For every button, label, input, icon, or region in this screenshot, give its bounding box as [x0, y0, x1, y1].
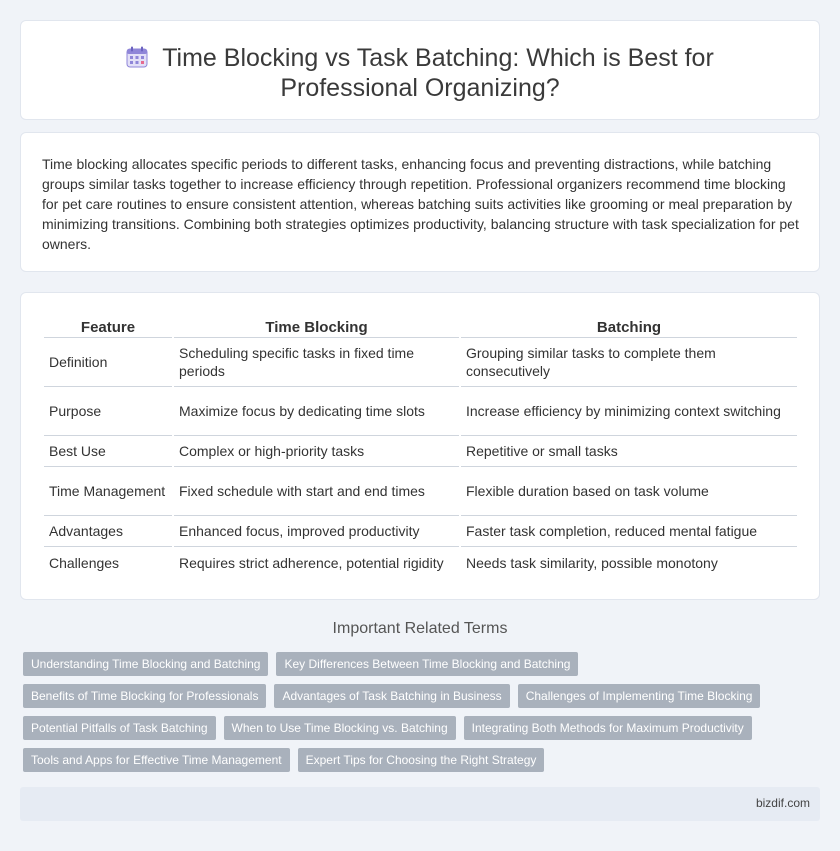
related-term-tag[interactable]: Expert Tips for Choosing the Right Strategy [298, 748, 545, 772]
table-row [44, 467, 797, 516]
row-feature: Best Use [44, 436, 172, 467]
row-feature: Purpose [44, 387, 172, 436]
footer [20, 787, 820, 821]
row-batching: Grouping similar tasks to complete them consecutively [461, 338, 797, 387]
related-term-tag[interactable]: Key Differences Between Time Blocking and Batching [276, 652, 578, 676]
header-feature: Feature [44, 314, 172, 338]
related-term-tag[interactable]: Benefits of Time Blocking for Professionals [23, 684, 266, 708]
row-time-blocking: Enhanced focus, improved productivity [174, 516, 459, 547]
page-title-wrap [21, 43, 819, 103]
row-feature: Challenges [49, 554, 120, 571]
row-batching: Needs task similarity, possible monotony [466, 554, 718, 571]
intro-card [20, 132, 820, 272]
row-batching: Flexible duration based on task volume [461, 467, 797, 516]
table-row [44, 547, 797, 578]
related-terms-heading: Important Related Terms [332, 620, 508, 637]
related-term-tag[interactable]: Understanding Time Blocking and Batching [23, 652, 268, 676]
related-term-tag[interactable]: Integrating Both Methods for Maximum Productivity [464, 716, 752, 740]
row-time-blocking: Fixed schedule with start and end times [174, 467, 459, 516]
table-header-row [44, 314, 797, 338]
related-term-tag[interactable]: Advantages of Task Batching in Business [274, 684, 509, 708]
related-term-tag[interactable]: Potential Pitfalls of Task Batching [23, 716, 216, 740]
row-time-blocking: Requires strict adherence, potential rigidity [179, 554, 444, 571]
related-term-tag[interactable]: Challenges of Implementing Time Blocking [518, 684, 761, 708]
table-row [44, 387, 797, 436]
header-time-blocking: Time Blocking [174, 314, 459, 338]
header-batching: Batching [461, 314, 797, 338]
table-row [44, 516, 797, 547]
related-term-tag[interactable]: Tools and Apps for Effective Time Management [23, 748, 290, 772]
related-terms-list [23, 652, 803, 780]
row-time-blocking: Complex or high-priority tasks [174, 436, 459, 467]
table-row [44, 436, 797, 467]
row-feature: Definition [44, 338, 172, 387]
intro-paragraph: Time blocking allocates specific periods to different tasks, enhancing focus and preventing distractions, while batching groups similar tasks together to increase efficiency through repetition. Professional organizers recommend time blocking for pet care routines to ensure consistent attention, whereas batching suits activities like grooming or meal preparation by minimizing transitions. Combining both strategies optimizes productivity, balancing structure with task specialization for pet owners. [42, 156, 799, 252]
related-term-tag[interactable]: When to Use Time Blocking vs. Batching [224, 716, 456, 740]
comparison-card [20, 292, 820, 600]
row-batching: Increase efficiency by minimizing context switching [461, 387, 797, 436]
row-time-blocking: Scheduling specific tasks in fixed time periods [174, 338, 459, 387]
row-time-blocking: Maximize focus by dedicating time slots [174, 387, 459, 436]
table-row [44, 338, 797, 387]
calendar-icon [126, 46, 148, 68]
footer-site-link[interactable]: bizdif.com [755, 796, 810, 810]
row-batching: Faster task completion, reduced mental fatigue [461, 516, 797, 547]
comparison-table [42, 314, 799, 578]
page-title: Time Blocking vs Task Batching: Which is Best for Professional Organizing? [162, 44, 714, 102]
row-feature: Advantages [44, 516, 172, 547]
title-card [20, 20, 820, 120]
row-batching: Repetitive or small tasks [461, 436, 797, 467]
row-feature: Time Management [44, 467, 172, 516]
